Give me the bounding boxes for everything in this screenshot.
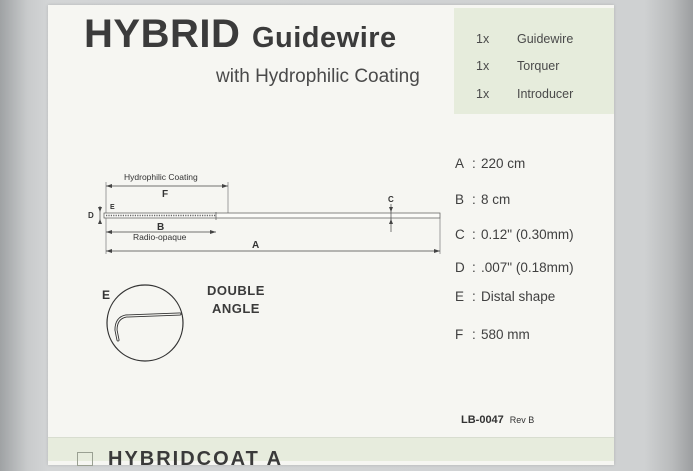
- letter-f: F: [162, 189, 169, 200]
- spec-row: E : Distal shape: [455, 289, 556, 304]
- kit-item-qty: 1x: [476, 32, 490, 46]
- product-subtitle: with Hydrophilic Coating: [216, 66, 420, 87]
- label-number: [461, 414, 534, 426]
- tip-shape-letter: E: [102, 288, 111, 302]
- letter-a: A: [252, 240, 260, 251]
- arrow-down: [389, 207, 393, 212]
- label-number-code: LB-0047: [461, 414, 504, 426]
- kit-item-name: Torquer: [517, 59, 560, 73]
- kit-item-qty: 1x: [476, 59, 490, 73]
- spec-row: A : 220 cm: [455, 156, 526, 171]
- spec-row: C : 0.12" (0.30mm): [455, 227, 574, 242]
- spec-row: F : 580 mm: [455, 327, 530, 342]
- spec-key: B: [455, 192, 465, 207]
- arrow-left: [106, 184, 112, 188]
- revision: Rev B: [509, 415, 535, 425]
- radio-opaque-label: Radio-opaque: [133, 232, 187, 242]
- spec-key: E: [455, 289, 465, 304]
- tip-shape-name-line2: ANGLE: [211, 301, 260, 316]
- letter-e-tip: E: [110, 204, 115, 211]
- letter-b: B: [157, 222, 165, 233]
- checkbox-square: [77, 452, 93, 466]
- arrow-left: [106, 249, 112, 253]
- kit-item-name: Introducer: [517, 87, 574, 101]
- arrow-up: [389, 219, 393, 224]
- arrow-right: [222, 184, 228, 188]
- spec-key: A: [455, 156, 465, 171]
- spec-value: 8 cm: [481, 192, 511, 207]
- spec-key: D: [455, 260, 465, 275]
- spec-value: Distal shape: [481, 289, 556, 304]
- product-name: Guidewire: [251, 22, 397, 54]
- product-brand: HYBRID: [84, 12, 241, 56]
- kit-item-qty: 1x: [476, 87, 490, 101]
- tip-shape-name: [207, 282, 265, 318]
- letter-c: C: [388, 195, 394, 204]
- hydrophilic-coating-label: Hydrophilic Coating: [124, 172, 198, 182]
- tip-shape-inner: [116, 314, 180, 340]
- double-angle-tip-shape: [116, 314, 180, 340]
- arrow-up: [98, 219, 102, 224]
- tip-shape-name-line1: DOUBLE: [207, 283, 265, 298]
- arrow-right: [434, 249, 440, 253]
- arrow-right: [210, 230, 216, 234]
- kit-item-name: Guidewire: [517, 32, 574, 46]
- spec-value: 580 mm: [481, 327, 530, 342]
- spec-row: B : 8 cm: [455, 192, 511, 207]
- spec-value: 220 cm: [481, 156, 526, 171]
- spec-row: D : .007" (0.18mm): [455, 260, 574, 275]
- letter-d: D: [88, 211, 94, 220]
- spec-key: F: [455, 327, 464, 342]
- bottom-text: HYBRIDCOAT A: [108, 448, 284, 470]
- spec-key: C: [455, 227, 465, 242]
- spec-value: 0.12" (0.30mm): [481, 227, 574, 242]
- spec-value: .007" (0.18mm): [481, 260, 574, 275]
- arrow-down: [98, 207, 102, 212]
- arrow-left: [106, 230, 112, 234]
